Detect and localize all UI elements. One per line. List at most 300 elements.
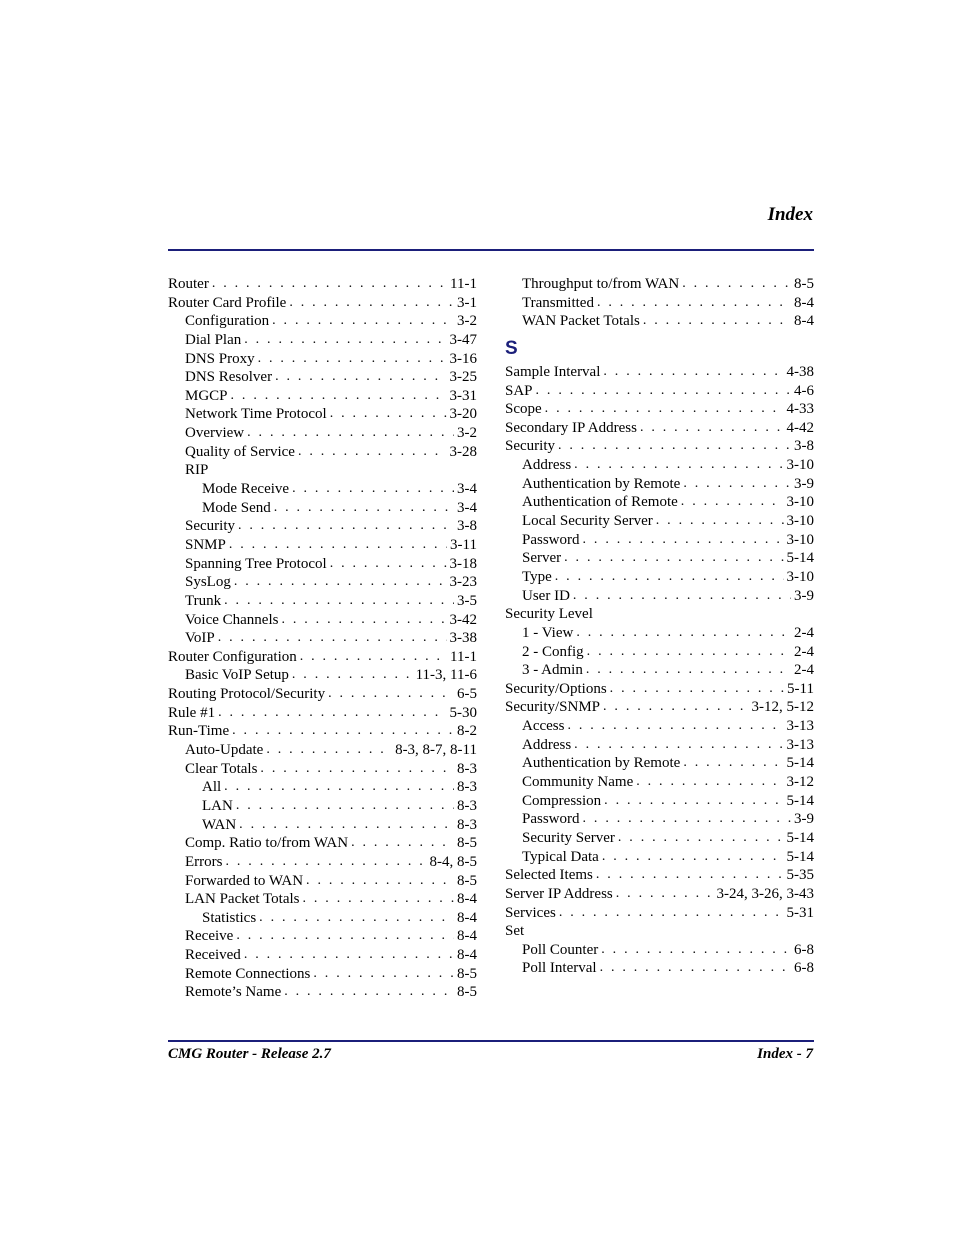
footer-page-number: Index - 7 [757,1046,813,1062]
dot-leader [224,592,454,611]
index-page-ref: 5-14 [786,792,814,809]
index-entry [505,754,814,773]
index-entry [168,312,477,331]
index-entry [168,573,477,592]
index-entry [168,592,477,611]
dot-leader [284,983,454,1002]
index-entry [505,400,814,419]
index-entry [505,848,814,867]
index-column-right [505,275,814,978]
index-entry [168,760,477,779]
index-term: Remote’s Name [185,984,282,1001]
index-term: Services [505,904,556,921]
index-term: Voice Channels [185,611,279,628]
index-term: Poll Interval [522,960,597,977]
index-entry [168,648,477,667]
index-term: Type [522,568,552,585]
index-entry [168,480,477,499]
index-term: LAN [202,797,233,814]
index-term: WAN Packet Totals [522,313,640,330]
dot-leader [303,890,455,909]
index-term: Statistics [202,909,257,926]
index-term: Throughput to/from WAN [522,276,680,292]
dot-leader [328,685,454,704]
index-page-ref: 3-42 [449,611,477,628]
index-term: VoIP [185,630,215,647]
index-page-ref: 3-4 [457,481,477,498]
index-page-ref: 3-2 [457,425,477,442]
index-entry [168,294,477,313]
index-entry [505,549,814,568]
index-term: Mode Send [202,499,271,516]
index-term: Security/Options [505,680,607,697]
dot-leader [266,741,392,760]
index-entry [505,493,814,512]
index-page-ref: 3-9 [794,811,814,828]
index-entry [168,778,477,797]
index-entry [168,536,477,555]
index-entry [168,946,477,965]
dot-leader [573,587,791,606]
index-term: Set [505,923,525,940]
dot-leader [536,382,791,401]
index-page-ref: 3-12 [786,774,814,791]
index-term: Forwarded to WAN [185,872,304,889]
dot-leader [603,363,783,382]
index-term: Server IP Address [505,885,613,902]
index-entry [168,872,477,891]
index-entry [168,368,477,387]
index-term: Router [168,276,209,292]
index-term: Router Card Profile [168,294,287,311]
index-entry [505,456,814,475]
index-page-ref: 3-28 [449,443,477,460]
dot-leader [238,517,454,536]
index-page-ref: 8-3 [457,760,477,777]
index-entry [168,890,477,909]
index-term: SNMP [185,536,226,553]
dot-leader [300,648,447,667]
index-page-ref: 3-5 [457,592,477,609]
index-entry [168,331,477,350]
dot-leader [330,405,447,424]
index-page-ref: 3-47 [449,331,477,348]
index-entry [168,275,477,294]
dot-leader [643,312,791,331]
index-term: DNS Proxy [185,350,255,367]
dot-leader [681,493,784,512]
index-entry [168,704,477,723]
index-entry [505,680,814,699]
index-page-ref: 5-35 [786,867,814,884]
dot-leader [212,275,447,294]
dot-leader [600,959,791,978]
index-entry [168,517,477,536]
dot-leader [564,549,783,568]
index-term: Local Security Server [522,513,653,530]
index-entry [505,363,814,382]
dot-leader [239,816,454,835]
index-page-ref: 4-6 [794,382,814,399]
index-entry [168,666,477,685]
index-term: Selected Items [505,867,593,884]
index-entry [505,531,814,550]
dot-leader [604,792,783,811]
index-page-ref: 3-20 [449,406,477,423]
dot-leader [330,555,447,574]
dot-leader [274,499,454,518]
dot-leader [574,456,783,475]
index-page-ref: 8-4 [457,891,477,908]
index-page-ref: 6-5 [457,686,477,703]
index-page-ref: 8-3 [457,797,477,814]
dot-leader [616,885,714,904]
index-page-ref: 3-8 [794,438,814,455]
index-page-ref: 5-11 [787,680,814,697]
dot-leader [259,909,454,928]
index-term: Spanning Tree Protocol [185,555,327,572]
dot-leader [545,400,784,419]
index-term: Network Time Protocol [185,406,327,423]
index-page-ref: 6-8 [794,941,814,958]
index-entry [168,629,477,648]
index-entry [505,866,814,885]
index-page-ref: 8-4 [457,928,477,945]
index-page-ref: 8-2 [457,723,477,740]
index-entry [168,499,477,518]
index-page-ref: 8-5 [457,835,477,852]
index-page-ref: 5-14 [786,755,814,772]
dot-leader [236,797,454,816]
index-term: Mode Receive [202,481,290,498]
dot-leader [231,387,447,406]
index-entry [505,922,814,941]
index-term: 1 - View [522,624,574,641]
dot-leader [574,736,783,755]
index-entry [505,810,814,829]
index-page-ref: 3-25 [449,369,477,386]
dot-leader [258,350,447,369]
index-entry [505,275,814,294]
dot-leader [656,512,784,531]
index-entry [168,965,477,984]
index-term: Auto-Update [185,742,264,759]
index-page-ref: 3-38 [449,630,477,647]
index-page-ref: 3-9 [794,475,814,492]
index-entry [505,959,814,978]
index-term: Receive [185,928,234,945]
index-page-ref: 3-10 [786,531,814,548]
index-term: Security Level [505,606,593,623]
index-entry [505,382,814,401]
dot-leader [218,629,447,648]
dot-leader [289,294,454,313]
dot-leader [586,661,791,680]
index-entry [505,294,814,313]
index-term: Received [185,947,241,964]
index-page-ref: 11-1 [450,648,477,665]
index-term: Transmitted [522,294,594,311]
index-entry [168,387,477,406]
index-group-s [505,363,814,978]
index-term: Configuration [185,313,270,330]
index-term: Compression [522,792,602,809]
index-term: Secondary IP Address [505,419,637,436]
index-page-ref: 3-13 [786,736,814,753]
index-page-ref: 3-18 [449,555,477,572]
dot-leader [610,680,784,699]
index-entry [505,941,814,960]
dot-leader [275,368,446,387]
index-page-ref: 8-3, 8-7, 8-11 [395,742,477,759]
index-term: 2 - Config [522,643,584,660]
index-page-ref: 3-10 [786,494,814,511]
index-term: Security/SNMP [505,699,601,716]
index-column-left [168,275,477,1002]
index-entry [168,555,477,574]
index-entry [505,904,814,923]
index-entry [168,983,477,1002]
index-entry [505,568,814,587]
index-entry [505,736,814,755]
index-term: Authentication by Remote [522,755,681,772]
index-term: Clear Totals [185,760,258,777]
index-term: Authentication of Remote [522,494,678,511]
index-page-ref: 6-8 [794,960,814,977]
index-entry [168,424,477,443]
index-term: 3 - Admin [522,662,583,679]
index-entry [168,461,477,480]
index-term: MGCP [185,387,228,404]
dot-leader [587,643,791,662]
index-page-ref: 8-5 [457,872,477,889]
dot-leader [236,927,454,946]
index-entry [168,405,477,424]
dot-leader [226,853,427,872]
index-page-ref: 8-4, 8-5 [429,853,477,870]
page-header-title: Index [767,204,813,225]
index-page-ref: 5-31 [786,904,814,921]
index-entry [505,698,814,717]
footer-document-title: CMG Router - Release 2.7 [168,1046,331,1062]
index-term: Basic VoIP Setup [185,667,289,684]
dot-leader [567,717,783,736]
index-entry [168,853,477,872]
index-term: Typical Data [522,848,599,865]
index-term: Security [505,438,555,455]
dot-leader [602,848,784,867]
dot-leader [260,760,454,779]
index-term: SAP [505,382,533,399]
dot-leader [232,722,454,741]
index-page-ref: 2-4 [794,662,814,679]
index-page-ref: 4-33 [786,401,814,418]
index-term: Scope [505,401,542,418]
dot-leader [272,312,454,331]
dot-leader [313,965,454,984]
dot-leader [244,946,454,965]
dot-leader [636,773,783,792]
dot-leader [682,275,791,294]
dot-leader [234,573,447,592]
dot-leader [292,666,413,685]
index-entry [505,624,814,643]
dot-leader [306,872,454,891]
index-page-ref: 5-14 [786,848,814,865]
index-term: Address [522,457,572,474]
index-term: Password [522,531,580,548]
index-page-ref: 5-14 [786,829,814,846]
index-entry [505,437,814,456]
index-page-ref: 3-9 [794,587,814,604]
index-page-ref: 11-3, 11-6 [415,667,477,684]
index-term: Authentication by Remote [522,475,681,492]
dot-leader [597,294,791,313]
index-term: Server [522,550,562,567]
index-page-ref: 3-23 [449,574,477,591]
index-page-ref: 4-38 [786,363,814,380]
index-entry [505,773,814,792]
index-term: Password [522,811,580,828]
index-page-ref: 3-16 [449,350,477,367]
index-term: Trunk [185,592,222,609]
index-entry [505,312,814,331]
index-entry [505,717,814,736]
index-entry [505,661,814,680]
dot-leader [583,531,784,550]
section-letter-s: S [505,337,518,359]
index-page-ref: 3-11 [450,536,477,553]
index-page-ref: 3-8 [457,518,477,535]
index-page-ref: 8-4 [794,294,814,311]
index-group-r-continued [505,275,814,331]
index-page-ref: 3-12, 5-12 [751,699,814,716]
index-page-ref: 8-3 [457,816,477,833]
dot-leader [576,624,791,643]
index-term: Access [522,718,565,735]
index-term: Poll Counter [522,941,599,958]
index-entry [505,885,814,904]
footer-rule [168,1040,814,1042]
index-entry [168,797,477,816]
dot-leader [555,568,784,587]
dot-leader [244,331,446,350]
dot-leader [298,443,447,462]
index-entry [168,909,477,928]
index-entry [505,475,814,494]
index-term: All [202,779,222,796]
header-rule [168,249,814,251]
index-page-ref: 8-4 [457,909,477,926]
index-term: SysLog [185,574,231,591]
dot-leader [683,754,783,773]
index-term: Dial Plan [185,331,242,348]
index-page-ref: 8-5 [794,276,814,292]
index-entry [505,605,814,624]
index-page-ref: 11-1 [450,276,477,292]
index-page-ref: 3-31 [449,387,477,404]
dot-leader [559,904,784,923]
index-entry [168,443,477,462]
dot-leader [583,810,791,829]
index-term: Security Server [522,829,615,846]
index-entry [505,643,814,662]
index-entry [168,722,477,741]
index-term: WAN [202,816,237,833]
index-page-ref: 3-13 [786,718,814,735]
index-entry [505,512,814,531]
dot-leader [351,834,454,853]
dot-leader [224,778,454,797]
index-term: Router Configuration [168,648,297,665]
index-entry [505,587,814,606]
dot-leader [683,475,791,494]
index-term: Routing Protocol/Security [168,686,326,703]
index-page-ref: 3-10 [786,457,814,474]
index-page-ref: 3-2 [457,313,477,330]
index-page-ref: 2-4 [794,643,814,660]
index-term: Security [185,518,235,535]
index-term: Comp. Ratio to/from WAN [185,835,349,852]
index-page-ref: 3-1 [457,294,477,311]
dot-leader [292,480,454,499]
dot-leader [640,419,784,438]
index-page-ref: 3-24, 3-26, 3-43 [716,885,814,902]
index-term: RIP [185,462,209,479]
index-entry [168,350,477,369]
index-entry [168,834,477,853]
index-page-ref: 5-14 [786,550,814,567]
index-term: Sample Interval [505,363,601,380]
index-page-ref: 3-10 [786,568,814,585]
index-term: Quality of Service [185,443,295,460]
index-page-ref: 4-42 [786,419,814,436]
index-term: Remote Connections [185,965,311,982]
dot-leader [229,536,447,555]
index-term: Address [522,736,572,753]
dot-leader [618,829,784,848]
index-entry [168,611,477,630]
dot-leader [558,437,791,456]
index-page-ref: 8-5 [457,984,477,1001]
index-entry [505,829,814,848]
dot-leader [218,704,446,723]
dot-leader [603,698,748,717]
dot-leader [247,424,454,443]
dot-leader [601,941,791,960]
index-page-ref: 8-4 [457,947,477,964]
index-page-ref: 5-30 [449,704,477,721]
dot-leader [596,866,784,885]
index-page-ref: 3-4 [457,499,477,516]
index-term: Rule #1 [168,704,216,721]
index-page-ref: 2-4 [794,624,814,641]
index-term: Run-Time [168,723,230,740]
index-page-ref: 3-10 [786,513,814,530]
index-page-ref: 8-5 [457,965,477,982]
index-entry [168,816,477,835]
dot-leader [281,611,446,630]
index-term: Errors [185,853,223,870]
index-page-ref: 8-3 [457,779,477,796]
index-entry [168,685,477,704]
index-entry [168,927,477,946]
index-term: DNS Resolver [185,369,273,386]
index-page-ref: 8-4 [794,313,814,330]
index-entry [168,741,477,760]
index-term: LAN Packet Totals [185,891,300,908]
index-term: Community Name [522,774,634,791]
